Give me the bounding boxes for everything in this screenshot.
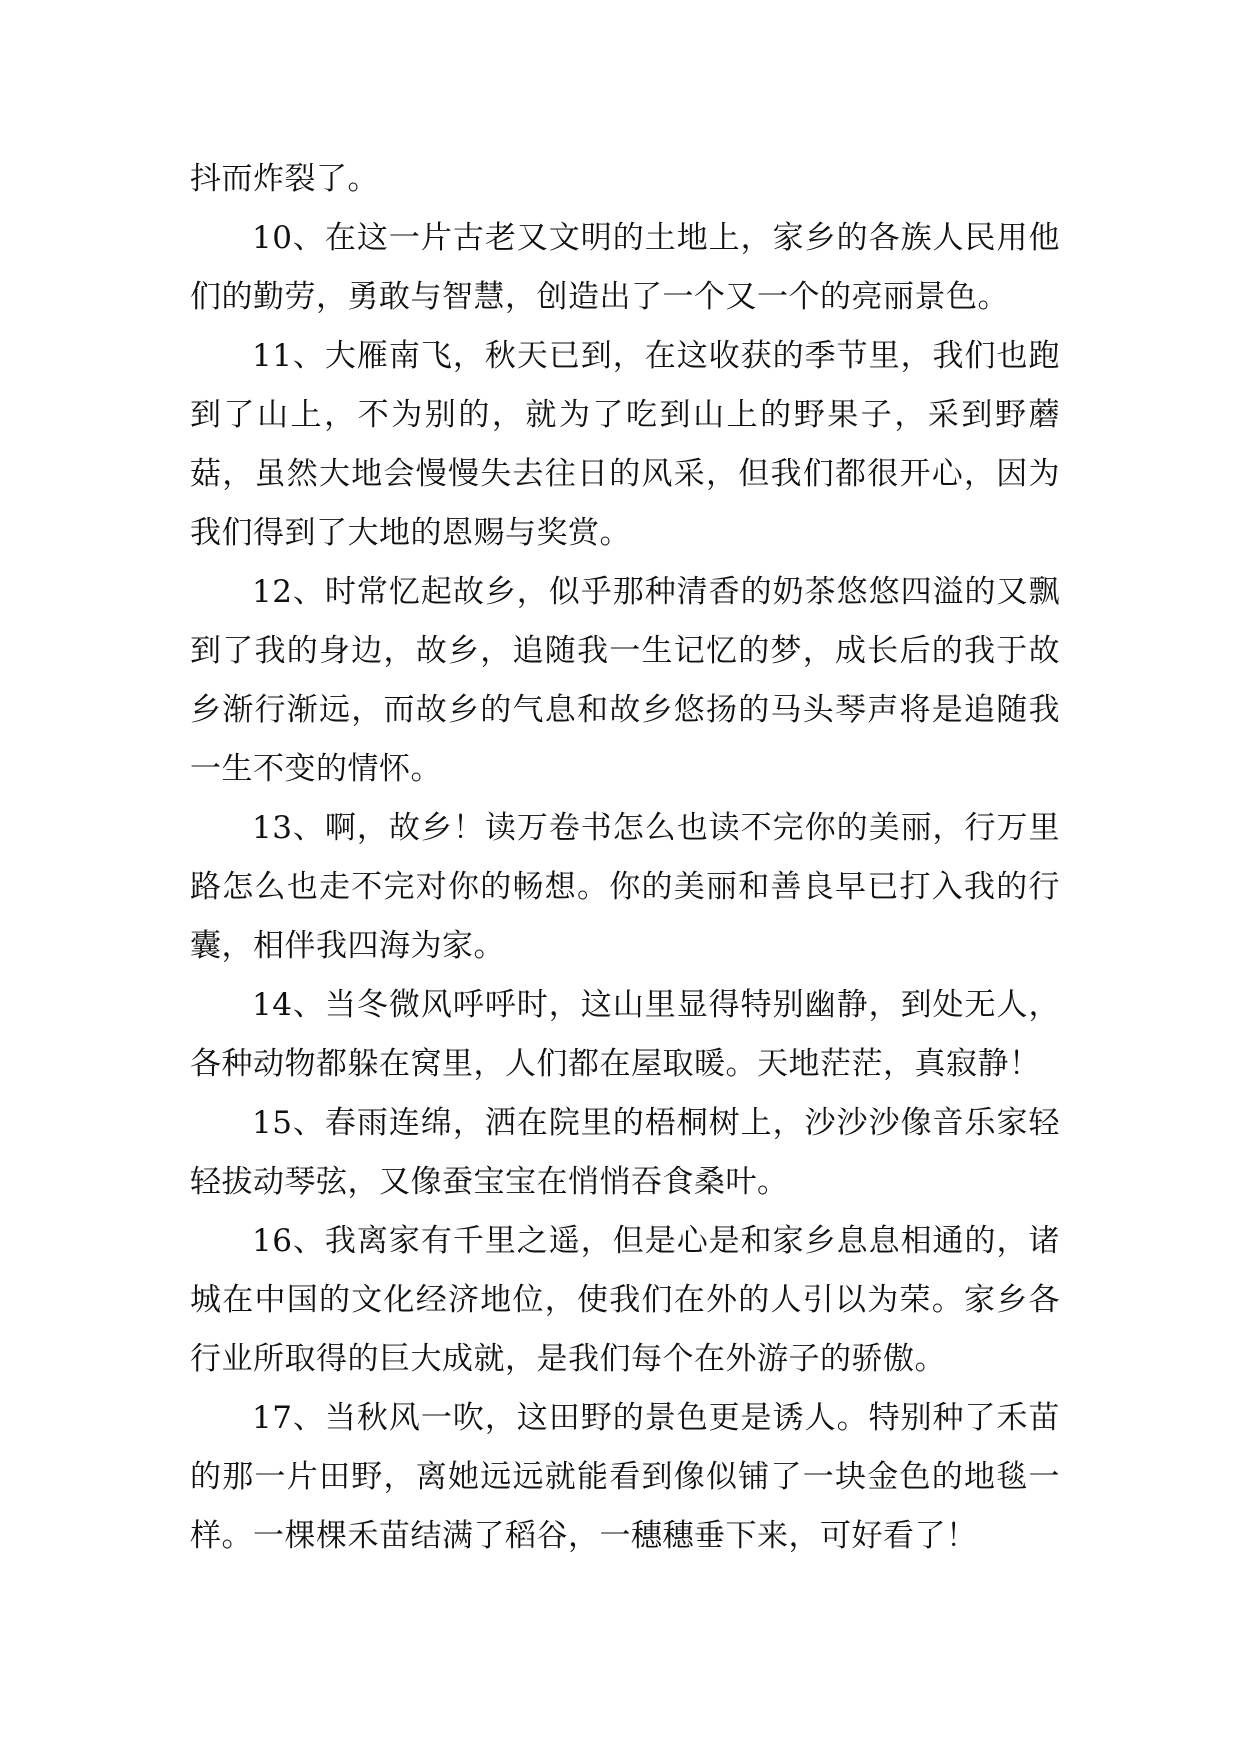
document-body [190,150,1060,1566]
paragraph-14: 14、当冬微风呼呼时，这山里显得特别幽静，到处无人，各种动物都躲在窝里，人们都在屋取暖。天地茫茫，真寂静！ [190,987,1060,1082]
paragraph-continuation: 抖而炸裂了。 [190,161,379,197]
paragraph-17: 17、当秋风一吹，这田野的景色更是诱人。特别种了禾苗的那一片田野，离她远远就能看到像似铺了一块金色的地毯一样。一棵棵禾苗结满了稻谷，一穗穗垂下来，可好看了！ [190,1400,1060,1554]
paragraph-10: 10、在这一片古老又文明的土地上，家乡的各族人民用他们的勤劳，勇敢与智慧，创造出了一个又一个的亮丽景色。 [190,220,1060,315]
paragraph-13: 13、啊，故乡！读万卷书怎么也读不完你的美丽，行万里路怎么也走不完对你的畅想。你的美丽和善良早已打入我的行囊，相伴我四海为家。 [190,810,1060,964]
paragraph-12: 12、时常忆起故乡，似乎那种清香的奶茶悠悠四溢的又飘到了我的身边，故乡，追随我一生记忆的梦，成长后的我于故乡渐行渐远，而故乡的气息和故乡悠扬的马头琴声将是追随我一生不变的情怀。 [190,574,1060,787]
paragraph-15: 15、春雨连绵，洒在院里的梧桐树上，沙沙沙像音乐家轻轻拔动琴弦，又像蚕宝宝在悄悄吞食桑叶。 [190,1105,1060,1200]
paragraph-11: 11、大雁南飞，秋天已到，在这收获的季节里，我们也跑到了山上，不为别的，就为了吃到山上的野果子，采到野蘑菇，虽然大地会慢慢失去往日的风采，但我们都很开心，因为我们得到了大地的恩赐与奖赏。 [190,338,1060,551]
paragraph-16: 16、我离家有千里之遥，但是心是和家乡息息相通的，诸城在中国的文化经济地位，使我们在外的人引以为荣。家乡各行业所取得的巨大成就，是我们每个在外游子的骄傲。 [190,1223,1060,1377]
